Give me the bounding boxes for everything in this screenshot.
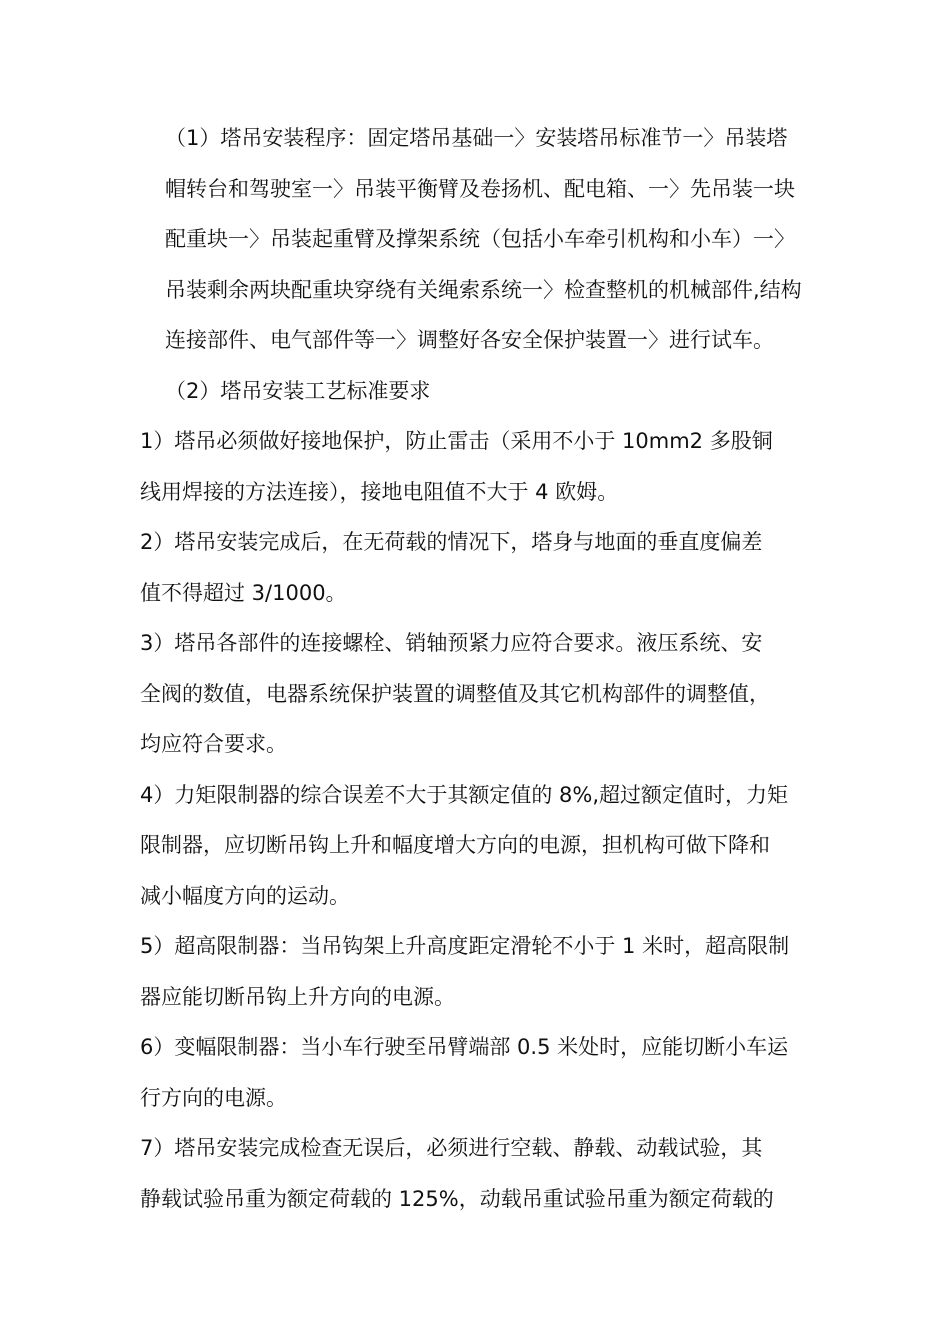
text-line: 均应符合要求。 (140, 732, 287, 756)
document-body (140, 113, 825, 1224)
text-line: 静载试验吊重为额定荷载的 125%，动载吊重试验吊重为额定荷载的 (140, 1186, 774, 1211)
text-line: 限制器，应切断吊钩上升和幅度增大方向的电源，担机构可做下降和 (140, 833, 770, 857)
text-line: 1）塔吊必须做好接地保护，防止雷击（采用不小于 10mm2 多股铜 (140, 429, 773, 453)
text-line: （2）塔吊安装工艺标准要求 (165, 378, 431, 403)
text-line: 线用焊接的方法连接），接地电阻值不大于 4 欧姆。 (140, 479, 619, 504)
paragraph (140, 770, 825, 922)
text-line: 全阀的数值，电器系统保护装置的调整值及其它机构部件的调整值， (140, 681, 770, 706)
text-line: 7）塔吊安装完成检查无误后，必须进行空载、静载、动载试验，其 (140, 1136, 763, 1160)
text-line: （1）塔吊安装程序：固定塔吊基础一〉安装塔吊标准节一〉吊装塔 (165, 126, 788, 150)
text-line: 帽转台和驾驶室一〉吊装平衡臂及卷扬机、配电箱、一〉先吊装一块 (165, 176, 795, 201)
paragraph (140, 921, 825, 1022)
text-line: 器应能切断吊钩上升方向的电源。 (140, 984, 455, 1009)
paragraph (140, 517, 825, 618)
paragraph (140, 366, 825, 417)
text-line: 值不得超过 3/1000。 (140, 580, 347, 605)
text-line: 行方向的电源。 (140, 1085, 287, 1110)
text-line: 吊装剩余两块配重块穿绕有关绳索系统一〉检查整机的机械部件,结构 (165, 277, 802, 302)
text-line: 减小幅度方向的运动。 (140, 883, 350, 908)
paragraph (140, 1123, 825, 1224)
text-line: 连接部件、电气部件等一〉调整好各安全保护装置一〉进行试车。 (165, 328, 774, 352)
paragraph (140, 113, 825, 366)
paragraph (140, 416, 825, 517)
paragraph (140, 618, 825, 770)
text-line: 配重块一〉吊装起重臂及撑架系统（包括小车牵引机构和小车）一〉 (165, 227, 795, 251)
text-line: 3）塔吊各部件的连接螺栓、销轴预紧力应符合要求。液压系统、安 (140, 631, 763, 655)
text-line: 4）力矩限制器的综合误差不大于其额定值的 8%,超过额定值时，力矩 (140, 782, 789, 807)
text-line: 6）变幅限制器：当小车行驶至吊臂端部 0.5 米处时，应能切断小车运 (140, 1035, 789, 1059)
text-line: 5）超高限制器：当吊钩架上升高度距定滑轮不小于 1 米时，超高限制 (140, 934, 790, 958)
text-line: 2）塔吊安装完成后，在无荷载的情况下，塔身与地面的垂直度偏差 (140, 530, 763, 554)
paragraph (140, 1022, 825, 1123)
